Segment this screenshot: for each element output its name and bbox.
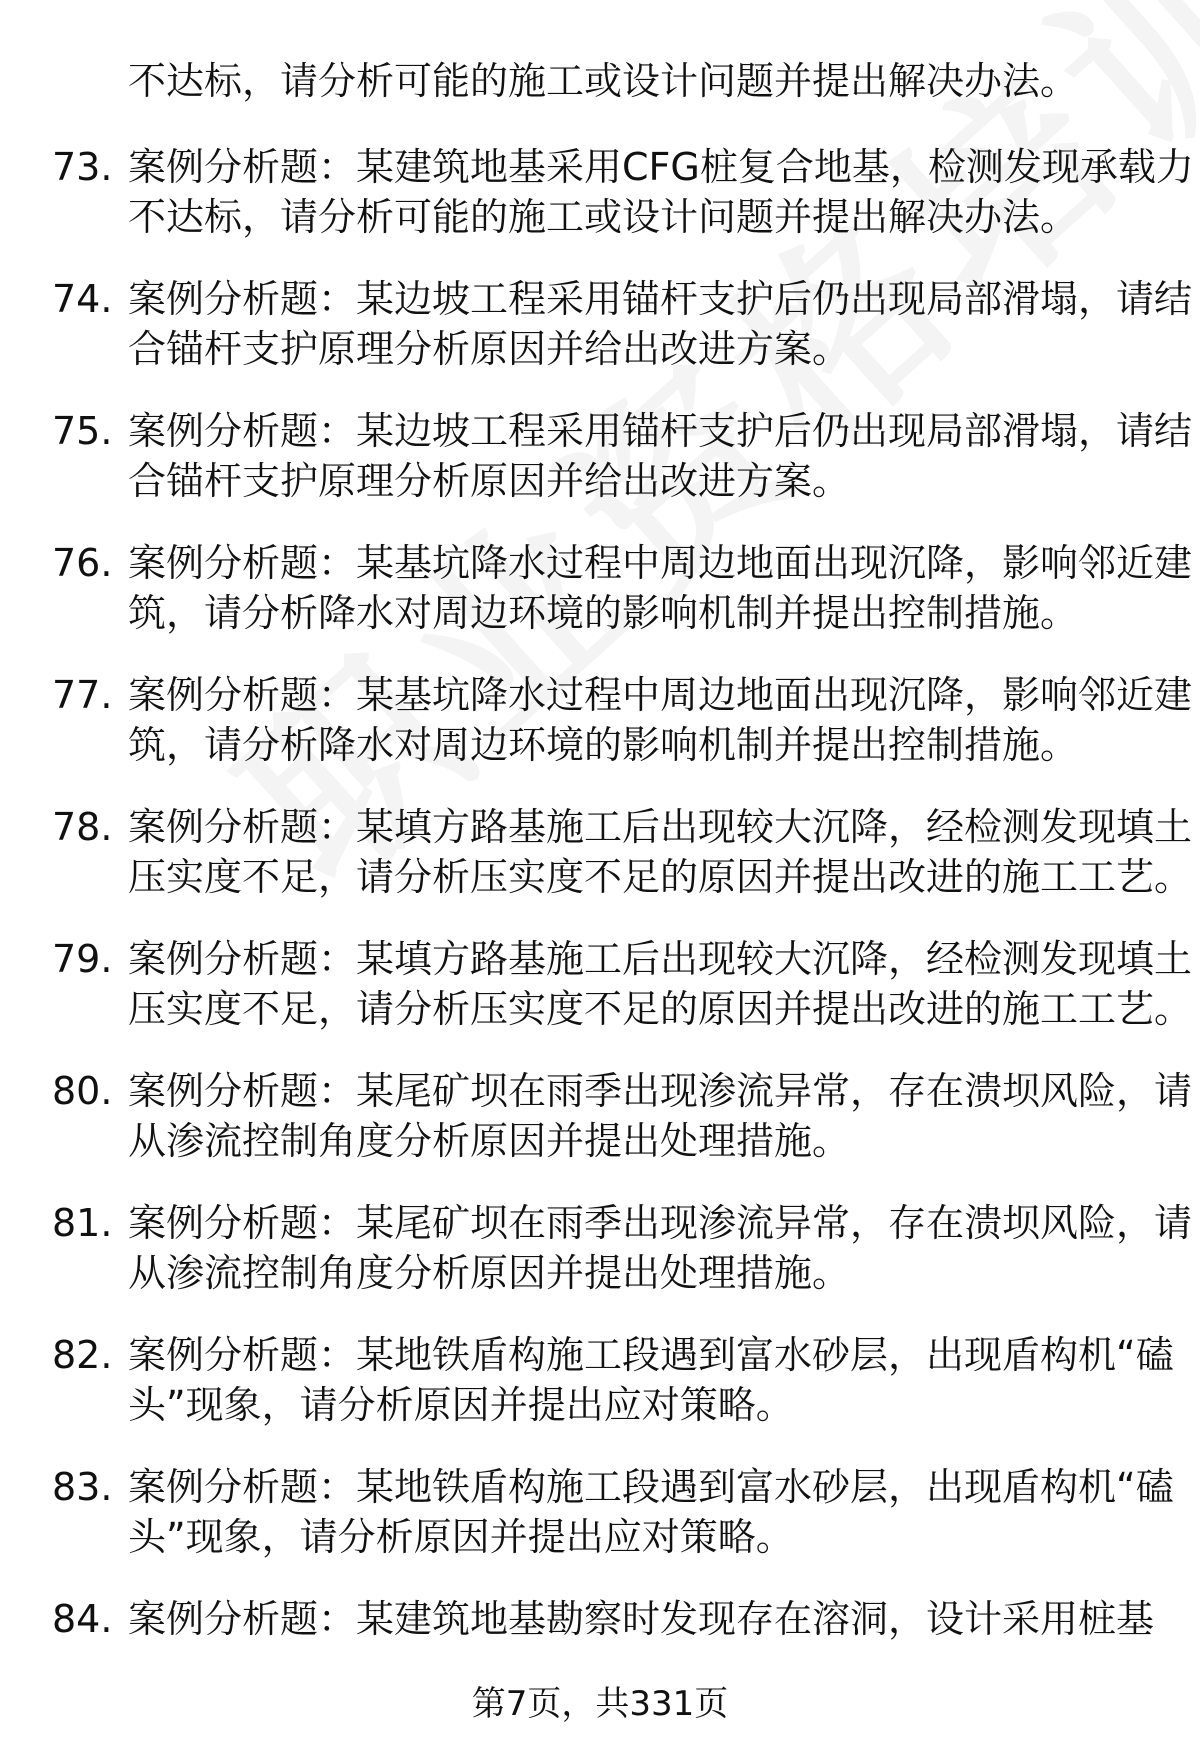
question-text: [128, 1462, 1174, 1562]
question-line: 案例分析题：某地铁盾构施工段遇到富水砂层，出现盾构机“磕: [128, 1465, 1174, 1509]
question-number: 77.: [52, 673, 113, 717]
question-line: 合锚杆支护原理分析原因并给出改进方案。: [128, 327, 851, 371]
continuation-text: 不达标，请分析可能的施工或设计问题并提出解决办法。: [128, 59, 1079, 103]
question-number: 80.: [52, 1069, 113, 1113]
question-item: [0, 670, 1200, 802]
question-line: 案例分析题：某基坑降水过程中周边地面出现沉降，影响邻近建: [128, 541, 1193, 585]
question-line: 案例分析题：某基坑降水过程中周边地面出现沉降，影响邻近建: [128, 673, 1193, 717]
question-text: [128, 274, 1193, 374]
question-number: 73.: [52, 145, 113, 189]
question-item: [0, 538, 1200, 670]
question-line: 案例分析题：某边坡工程采用锚杆支护后仍出现局部滑塌，请结: [128, 409, 1193, 453]
question-line: 从渗流控制角度分析原因并提出处理措施。: [128, 1119, 851, 1163]
question-number: 76.: [52, 541, 113, 585]
page-footer: 第7页，共331页: [471, 1684, 729, 1724]
question-line: 案例分析题：某建筑地基勘察时发现存在溶洞，设计采用桩基: [128, 1597, 1155, 1641]
question-line: 头”现象，请分析原因并提出应对策略。: [128, 1515, 794, 1559]
question-text: [128, 1594, 1155, 1644]
question-number: 82.: [52, 1333, 113, 1377]
question-item: [0, 1198, 1200, 1330]
question-item: [0, 142, 1200, 274]
question-item: [0, 934, 1200, 1066]
question-line: 头”现象，请分析原因并提出应对策略。: [128, 1383, 794, 1427]
question-list: [0, 142, 1200, 1726]
question-number: 83.: [52, 1465, 113, 1509]
question-item: [0, 1462, 1200, 1594]
question-line: 合锚杆支护原理分析原因并给出改进方案。: [128, 459, 851, 503]
question-line: 压实度不足，请分析压实度不足的原因并提出改进的施工工艺。: [128, 855, 1193, 899]
question-line: 案例分析题：某填方路基施工后出现较大沉降，经检测发现填土: [128, 805, 1193, 849]
question-line: 筑，请分析降水对周边环境的影响机制并提出控制措施。: [128, 591, 1079, 635]
question-number: 84.: [52, 1597, 113, 1641]
question-text: [128, 538, 1193, 638]
question-item: [0, 802, 1200, 934]
question-item: [0, 274, 1200, 406]
question-line: 不达标，请分析可能的施工或设计问题并提出解决办法。: [128, 195, 1079, 239]
question-item: [0, 406, 1200, 538]
question-number: 81.: [52, 1201, 113, 1245]
question-item: [0, 1330, 1200, 1462]
question-line: 从渗流控制角度分析原因并提出处理措施。: [128, 1251, 851, 1295]
question-line: 案例分析题：某尾矿坝在雨季出现渗流异常，存在溃坝风险，请: [128, 1201, 1193, 1245]
question-text: [128, 1330, 1174, 1430]
question-text: [128, 1198, 1193, 1298]
question-line: 案例分析题：某地铁盾构施工段遇到富水砂层，出现盾构机“磕: [128, 1333, 1174, 1377]
question-line: 案例分析题：某尾矿坝在雨季出现渗流异常，存在溃坝风险，请: [128, 1069, 1193, 1113]
question-line: 压实度不足，请分析压实度不足的原因并提出改进的施工工艺。: [128, 987, 1193, 1031]
question-number: 78.: [52, 805, 113, 849]
question-line: 筑，请分析降水对周边环境的影响机制并提出控制措施。: [128, 723, 1079, 767]
question-number: 74.: [52, 277, 113, 321]
question-text: [128, 670, 1193, 770]
question-line: 案例分析题：某边坡工程采用锚杆支护后仍出现局部滑塌，请结: [128, 277, 1193, 321]
question-number: 75.: [52, 409, 113, 453]
question-number: 79.: [52, 937, 113, 981]
question-item: [0, 1066, 1200, 1198]
question-text: [128, 934, 1193, 1034]
question-text: [128, 802, 1193, 902]
question-line: 案例分析题：某填方路基施工后出现较大沉降，经检测发现填土: [128, 937, 1193, 981]
question-line: 案例分析题：某建筑地基采用CFG桩复合地基，检测发现承载力: [128, 145, 1194, 189]
question-text: [128, 1066, 1193, 1166]
question-text: [128, 142, 1194, 242]
question-text: [128, 406, 1193, 506]
